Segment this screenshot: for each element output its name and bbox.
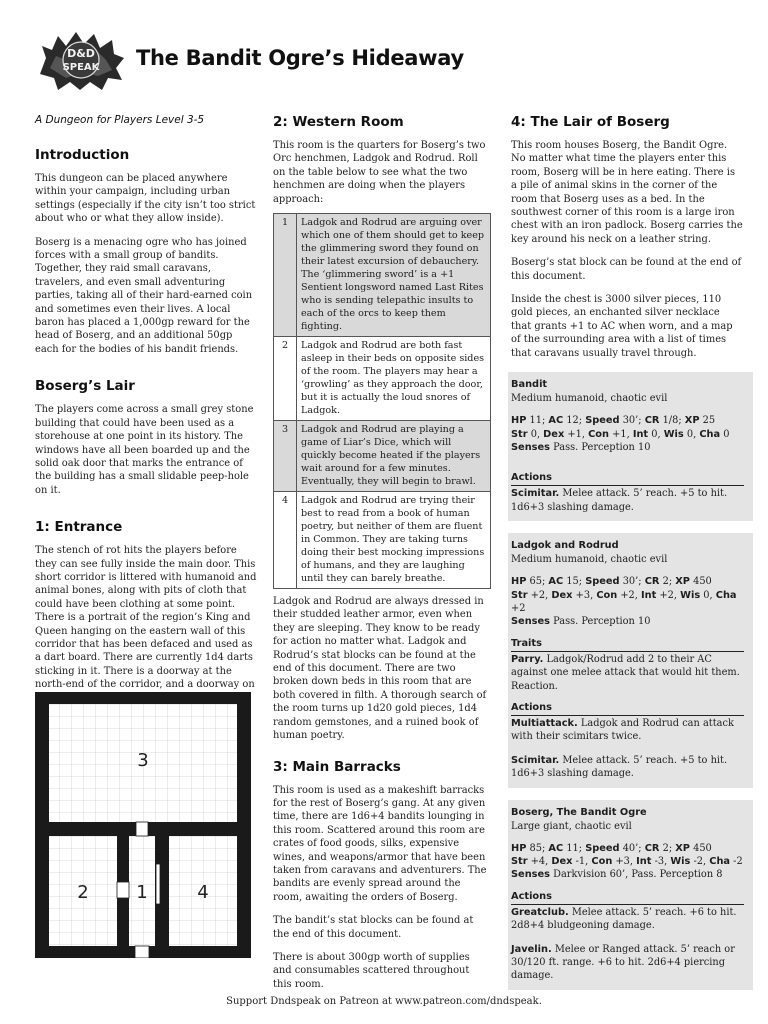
stat-ability-line: Str 0, Dex +1, Con +1, Int 0, Wis 0, Cha 0 bbox=[511, 428, 730, 440]
entrance-heading: 1: Entrance bbox=[35, 519, 123, 536]
roll-table-row bbox=[274, 337, 491, 421]
main-barracks-paragraph-1: This room is used as a makeshift barracks for the rest of Boserg’s gang. At any given time, there are 1d6+4 bandits lounging in this room. Scattered around this room are crates of food goods, silks, expensive wines, and weapons/armor that have been taken from caravans and adventurers. The bandits are evenly spread around the room, awaiting the orders of Boserg. bbox=[273, 784, 487, 903]
stat-type: Large giant, chaotic evil bbox=[511, 820, 632, 832]
stat-actions-heading: Actions bbox=[511, 702, 744, 716]
western-room-intro: This room is the quarters for Boserg’s two Orc henchmen, Ladgok and Rodrud. Roll on the table below to see what the two henchmen are doing when the players approach: bbox=[273, 140, 486, 205]
main-barracks-paragraph-2: The bandit’s stat blocks can be found at the end of this document. bbox=[273, 915, 474, 940]
roll-text: Ladgok and Rodrud are playing a game of Liar’s Dice, which will quickly become heated if the players wait around for a few minutes. Eventually, they will begin to brawl. bbox=[297, 421, 491, 492]
column-right bbox=[511, 114, 743, 1002]
roll-table-row bbox=[274, 492, 491, 589]
roll-number: 4 bbox=[274, 492, 297, 589]
stat-trait: Parry. Ladgok/Rodrud add 2 to their AC against one melee attack that would hit them. Reaction. bbox=[511, 653, 740, 692]
introduction-heading: Introduction bbox=[35, 147, 130, 163]
stat-type: Medium humanoid, chaotic evil bbox=[511, 393, 668, 405]
stat-block-boserg bbox=[508, 800, 753, 990]
dungeon-map bbox=[35, 692, 251, 958]
main-barracks-paragraph-3: There is about 300gp worth of supplies and consumables scattered throughout this room. bbox=[273, 951, 470, 990]
main-barracks-heading: 3: Main Barracks bbox=[273, 758, 401, 775]
stat-senses-line: Senses Darkvision 60’, Pass. Perception 8 bbox=[511, 869, 723, 881]
stat-senses-line: Senses Pass. Perception 10 bbox=[511, 441, 651, 453]
map-label-3: 3 bbox=[137, 750, 149, 771]
roll-text: Ladgok and Rodrud are trying their best to read from a book of human poetry, but neither of them are fluent in Common. They are taking turns doing their best mocking impressions of humans, and they are laughing until they can barely breathe. bbox=[297, 492, 491, 589]
footer: Support Dndspeak on Patreon at www.patreon.com/dndspeak. bbox=[226, 996, 542, 1007]
logo-text-bottom: SPEAK bbox=[62, 62, 100, 73]
map-label-1: 1 bbox=[136, 882, 148, 903]
stat-ability-line: Str +2, Dex +3, Con +2, Int +2, Wis 0, Cha +2 bbox=[511, 589, 737, 614]
lair-paragraph: The players come across a small grey stone building that could have been used as a storehouse at one point in its history. The windows have all been boarded up and the solid oak door that marks the entrance of the building has a small slidable peep-hole on it. bbox=[35, 404, 254, 496]
logo-text-top: D&D bbox=[67, 47, 95, 60]
stat-action: Multiattack. Ladgok and Rodrud can attack with their scimitars twice. bbox=[511, 717, 734, 743]
stat-core-line: HP 11; AC 12; Speed 30’; CR 1/8; XP 25 bbox=[511, 415, 716, 427]
roll-table-row bbox=[274, 421, 491, 492]
roll-table-row bbox=[274, 214, 491, 337]
introduction-paragraph-2: Boserg is a menacing ogre who has joined forces with a small group of bandits. Together, they raid small caravans, travelers, and even small adventuring parties, taking all of their hard-earned coin and sometimes even their lives. A local baron has placed a 1,000gp reward for the head of Boserg, and an additional 50gp each for the bodies of his bandit friends. bbox=[35, 236, 253, 355]
stat-block-ladgok-rodrud bbox=[508, 533, 753, 787]
stat-action: Scimitar. Melee attack. 5’ reach. +5 to hit. 1d6+3 slashing damage. bbox=[511, 754, 728, 780]
roll-text: Ladgok and Rodrud are arguing over which one of them should get to keep the glimmering sword they found on their latest excursion of debauchery. The ‘glimmering sword’ is a +1 Sentient longsword named Last Rites who is sending telepathic insults to each of the orcs to keep them fighting. bbox=[297, 214, 491, 337]
stat-core-line: HP 65; AC 15; Speed 30’; CR 2; XP 450 bbox=[511, 576, 712, 588]
western-room-after: Ladgok and Rodrud are always dressed in their studded leather armor, even when they are sleeping. They know to be ready for action no matter what. Ladgok and Rodrud’s stat blocks can be found at the end of this document. There are two broken down beds in this room that are both covered in filth. A thorough search of the room turns up 1d20 gold pieces, 1d4 random gemstones, and a ruined book of human poetry. bbox=[273, 596, 487, 742]
stat-action: Greatclub. Melee attack. 5’ reach. +6 to hit. 2d8+4 bludgeoning damage. bbox=[511, 906, 737, 932]
dndspeak-logo bbox=[36, 28, 126, 92]
stat-actions-heading: Actions bbox=[511, 891, 744, 905]
stat-action: Scimitar. Melee attack. 5’ reach. +5 to hit. 1d6+3 slashing damage. bbox=[511, 488, 728, 513]
column-middle bbox=[273, 114, 491, 1001]
page-title: The Bandit Ogre’s Hideaway bbox=[136, 46, 464, 70]
roll-table bbox=[273, 213, 491, 589]
stat-name: Boserg, The Bandit Ogre bbox=[511, 806, 647, 818]
lair-heading: Boserg’s Lair bbox=[35, 378, 135, 395]
lair-of-boserg-paragraph-1: This room houses Boserg, the Bandit Ogre. No matter what time the players enter this room, Boserg will be in here eating. There is a pile of animal skins in the corner of the room that Boserg uses as a bed. In the southwest corner of this room is a large iron chest with an iron padlock. Boserg carries the key around his neck on a leather string. bbox=[511, 140, 743, 245]
stat-name: Bandit bbox=[511, 379, 548, 391]
lair-of-boserg-paragraph-3: Inside the chest is 3000 silver pieces, 110 gold pieces, an enchanted silver necklace that grants +1 to AC when worn, and a map of the surrounding area with a list of times that caravans usually travel through. bbox=[511, 294, 733, 359]
map-door-north bbox=[136, 822, 148, 836]
stat-type: Medium humanoid, chaotic evil bbox=[511, 554, 668, 566]
map-label-2: 2 bbox=[77, 882, 89, 903]
map-door-south bbox=[135, 946, 149, 958]
subtitle: A Dungeon for Players Level 3-5 bbox=[35, 114, 205, 126]
entrance-paragraph: The stench of rot hits the players before they can see fully inside the main door. This short corridor is littered with humanoid and animal bones, along with pits of cloth that could have been clothing at some point. There is a portrait of the region’s King and Queen hanging on the eastern wall of this corridor that has been defaced and used as a dart board. There are currently 1d4 darts sticking in it. There is a doorway at the north-end of the corridor, and a doorway on bbox=[35, 545, 257, 691]
lair-of-boserg-heading: 4: The Lair of Boserg bbox=[511, 114, 670, 130]
roll-number: 2 bbox=[274, 337, 297, 421]
column-left bbox=[35, 114, 257, 715]
roll-number: 3 bbox=[274, 421, 297, 492]
roll-text: Ladgok and Rodrud are both fast asleep in their beds on opposite sides of the room. The players may hear a ‘growling’ as they approach the door, but it is actually the loud snores of Ladgok. bbox=[297, 337, 491, 421]
map-door-west bbox=[117, 882, 129, 898]
stat-block-bandit bbox=[508, 372, 753, 521]
stat-senses-line: Senses Pass. Perception 10 bbox=[511, 616, 651, 628]
map-label-4: 4 bbox=[197, 882, 209, 903]
map-portrait bbox=[156, 864, 160, 904]
stat-action: Javelin. Melee or Ranged attack. 5’ reach or 30/120 ft. range. +6 to hit. 2d6+4 piercing damage. bbox=[511, 943, 735, 982]
roll-number: 1 bbox=[274, 214, 297, 337]
stat-name: Ladgok and Rodrud bbox=[511, 540, 619, 552]
stat-traits-heading: Traits bbox=[511, 638, 744, 652]
stat-actions-heading: Actions bbox=[511, 472, 744, 486]
western-room-heading: 2: Western Room bbox=[273, 114, 404, 130]
introduction-paragraph-1: This dungeon can be placed anywhere within your campaign, including urban settings (especially if the city isn’t too strict about who or what they allow inside). bbox=[35, 173, 256, 225]
lair-of-boserg-paragraph-2: Boserg’s stat block can be found at the end of this document. bbox=[511, 257, 742, 282]
stat-ability-line: Str +4, Dex -1, Con +3, Int -3, Wis -2, Cha -2 bbox=[511, 856, 743, 867]
stat-core-line: HP 85; AC 11; Speed 40’; CR 2; XP 450 bbox=[511, 842, 712, 854]
